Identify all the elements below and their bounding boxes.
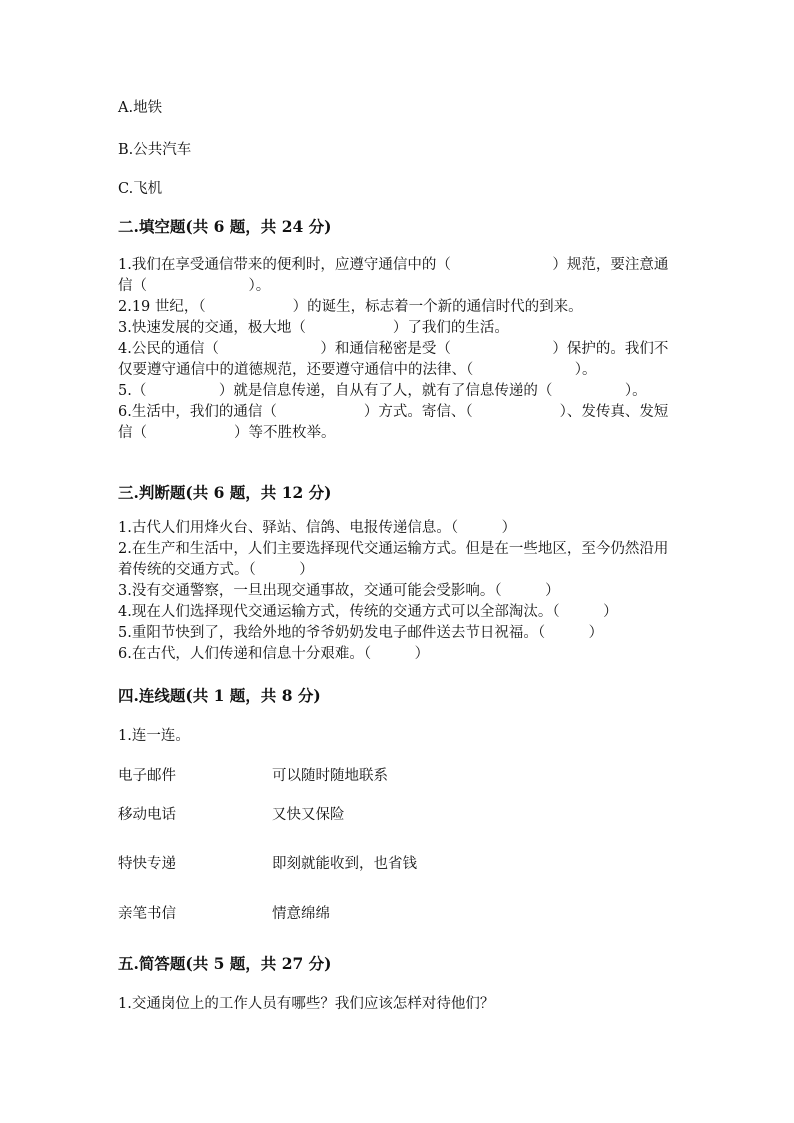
fill-question-5: 5.（ ）就是信息传递，自从有了人，就有了信息传递的（ ）。 — [118, 383, 647, 399]
fill-question-list — [118, 255, 678, 444]
section-judge-heading: 三.判断题(共 6 题，共 12 分) — [118, 483, 332, 502]
fill-question-6: 6.生活中，我们的通信（ ）方式。寄信、（ ）、发传真、发短信（ ）等不胜枚举。 — [118, 404, 669, 441]
short-answer-question-1: 1.交通岗位上的工作人员有哪些？我们应该怎样对待他们？ — [118, 996, 495, 1012]
option-c: C.飞机 — [118, 181, 163, 197]
fill-question-3: 3.快速发展的交通，极大地（ ）了我们的生活。 — [118, 320, 509, 336]
option-b: B.公共汽车 — [118, 142, 192, 158]
judge-question-2: 2.在生产和生活中，人们主要选择现代交通运输方式。但是在一些地区，至今仍然沿用着传统的交通方式。（ ） — [118, 541, 669, 578]
judge-question-4: 4.现在人们选择现代交通运输方式，传统的交通方式可以全部淘汰。（ ） — [118, 604, 618, 620]
match-question: 1.连一连。 — [118, 728, 190, 744]
match-right-4: 情意绵绵 — [272, 906, 330, 922]
judge-question-5: 5.重阳节快到了，我给外地的爷爷奶奶发电子邮件送去节日祝福。（ ） — [118, 625, 604, 641]
section-match-heading: 四.连线题(共 1 题，共 8 分) — [118, 686, 321, 705]
match-left-1: 电子邮件 — [118, 768, 176, 784]
match-right-2: 又快又保险 — [272, 807, 345, 823]
judge-question-1: 1.古代人们用烽火台、驿站、信鸽、电报传递信息。（ ） — [118, 520, 517, 536]
match-left-2: 移动电话 — [118, 807, 176, 823]
fill-question-4: 4.公民的通信（ ）和通信秘密是受（ ）保护的。我们不仅要遵守通信中的道德规范，还要遵守通信中的法律、（ ）。 — [118, 341, 669, 378]
judge-question-3: 3.没有交通警察，一旦出现交通事故，交通可能会受影响。（ ） — [118, 583, 560, 599]
match-right-1: 可以随时随地联系 — [272, 768, 388, 784]
fill-question-2: 2.19 世纪，（ ）的诞生，标志着一个新的通信时代的到来。 — [118, 299, 583, 315]
section-fill-heading: 二.填空题(共 6 题，共 24 分) — [118, 217, 332, 236]
section-short-answer-heading: 五.简答题(共 5 题，共 27 分) — [118, 954, 332, 973]
match-left-3: 特快专递 — [118, 856, 176, 872]
judge-question-6: 6.在古代，人们传递和信息十分艰难。（ ） — [118, 646, 430, 662]
option-a: A.地铁 — [118, 100, 163, 116]
match-right-3: 即刻就能收到，也省钱 — [272, 856, 417, 872]
judge-question-list — [118, 518, 678, 665]
fill-question-1: 1.我们在享受通信带来的便利时，应遵守通信中的（ ）规范，要注意通信（ ）。 — [118, 257, 669, 294]
match-left-4: 亲笔书信 — [118, 906, 176, 922]
